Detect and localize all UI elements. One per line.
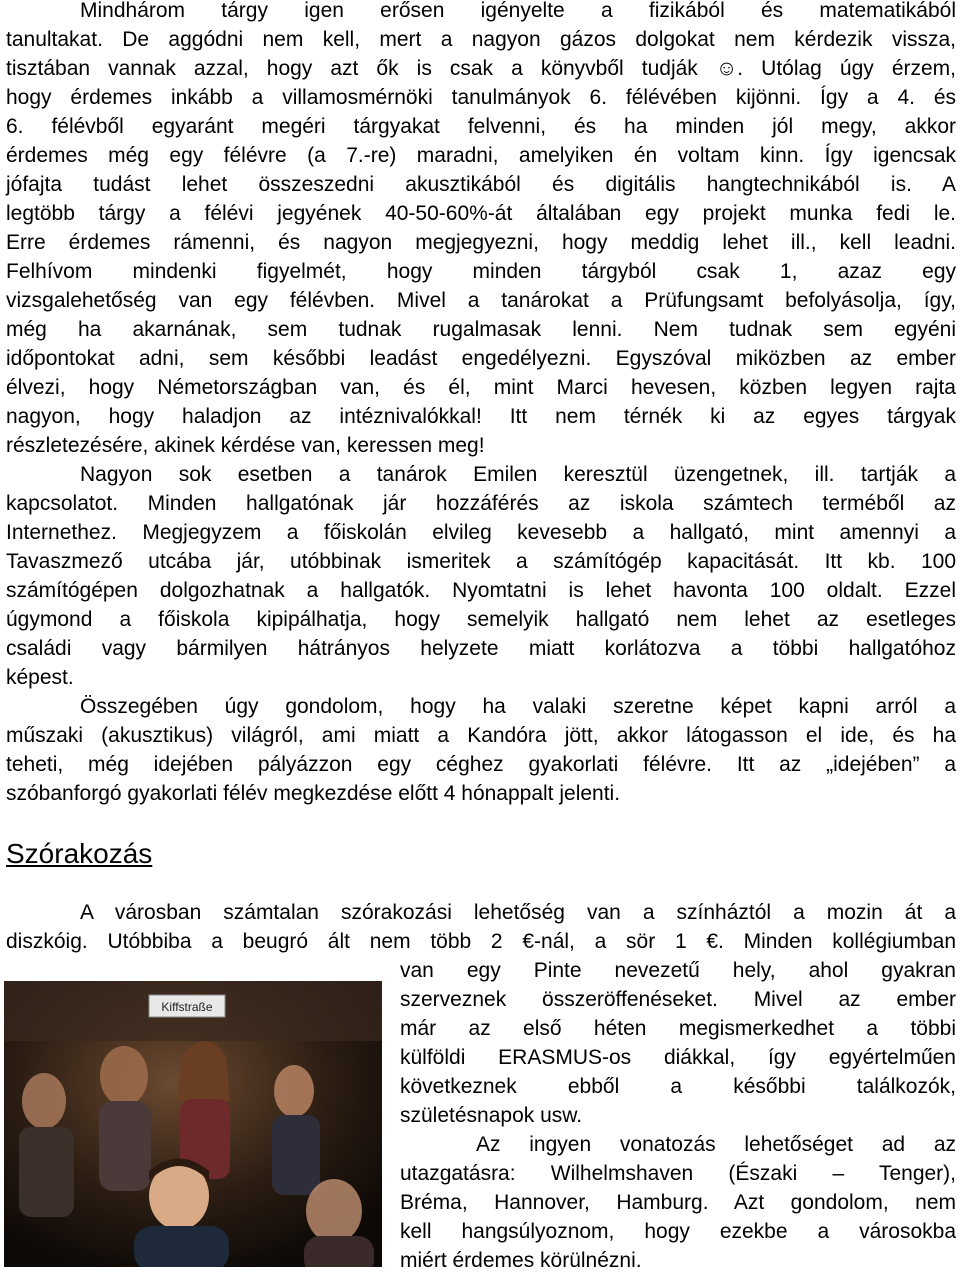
- text-line: Tavaszmező utcába jár, utóbbinak ismeritek a számítógép kapacitását. Itt kb. 100: [6, 550, 956, 573]
- text-line: nagyon, hogy haladjon az intéznivalókkal! Itt nem térnék ki az egyes tárgyak: [6, 405, 956, 428]
- text-line: hogy érdemes inkább a villamosmérnöki tanulmányok 6. félévében kijönni. Így a 4. és: [6, 86, 956, 109]
- text-line: következnek ebből a későbbi találkozók,: [400, 1075, 956, 1098]
- text-line: kell hangsúlyoznom, hogy ezekbe a városokba: [400, 1220, 956, 1243]
- text-line: A városban számtalan szórakozási lehetőség van a színháztól a mozin át a: [80, 901, 956, 924]
- text-line: részletezésére, akinek kérdése van, keressen meg!: [6, 434, 485, 457]
- text-line: szerveznek összeröffenéseket. Mivel az ember: [400, 988, 956, 1011]
- text-line: születésnapok usw.: [400, 1104, 583, 1127]
- text-line: családi vagy bármilyen hátrányos helyzete miatt korlátozva a többi hallgatóhoz: [6, 637, 956, 660]
- party-photo: [4, 981, 382, 1267]
- text-line: képest.: [6, 666, 74, 689]
- text-line: Internethez. Megjegyzem a főiskolán elvileg kevesebb a hallgató, mint amennyi a: [6, 521, 956, 544]
- text-line: legtöbb tárgy a félévi jegyének 40-50-60%-át általában egy projekt munka fedi le.: [6, 202, 956, 225]
- text-line: számítógépen dolgozhatnak a hallgatók. Nyomtatni is lehet havonta 100 oldalt. Ezzel: [6, 579, 956, 602]
- text-line: diszkóig. Utóbbiba a beugró ált nem több 2 €-nál, a sör 1 €. Minden kollégiumban: [6, 930, 956, 953]
- text-line: külföldi ERASMUS-os diákkal, így egyértelműen: [400, 1046, 956, 1069]
- text-line: úgymond a főiskola kipipálhatja, hogy semelyik hallgató nem lehet az esetleges: [6, 608, 956, 631]
- text-line: kapcsolatot. Minden hallgatónak jár hozzáférés az iskola számtech terméből az: [6, 492, 956, 515]
- text-line: Felhívom mindenki figyelmét, hogy minden tárgyból csak 1, azaz egy: [6, 260, 956, 283]
- text-line: Nagyon sok esetben a tanárok Emilen keresztül üzengetnek, ill. tartják a: [80, 463, 956, 486]
- text-line: vizsgalehetőség van egy félévben. Mivel a tanárokat a Prüfungsamt befolyásolja, így,: [6, 289, 956, 312]
- text-line: élvezi, hogy Németországban van, és él, mint Marci hevesen, közben legyen rajta: [6, 376, 956, 399]
- text-line: van egy Pinte nevezetű hely, ahol gyakran: [400, 959, 956, 982]
- text-line: műszaki (akusztikus) világról, ami miatt a Kandóra jött, akkor látogasson el ide, és ha: [6, 724, 956, 747]
- text-line: tanultakat. De aggódni nem kell, mert a nagyon gázos dolgokat nem kérdezik vissza,: [6, 28, 956, 51]
- section-heading: Szórakozás: [6, 838, 153, 869]
- text-line: 6. félévből egyaránt megéri tárgyakat felvenni, és ha minden jól megy, akkor: [6, 115, 956, 138]
- text-line: Mindhárom tárgy igen erősen igényelte a fizikából és matematikából: [80, 0, 956, 22]
- text-line: tisztában vannak azzal, hogy azt ők is csak a könyvből tudják ☺. Utólag úgy érzem,: [6, 57, 956, 80]
- street-sign: Kiffstraße: [161, 1000, 213, 1014]
- text-line: Erre érdemes rámenni, és nagyon megjegyezni, hogy meddig lehet ill., kell leadni.: [6, 231, 956, 254]
- text-line: miért érdemes körülnézni.: [400, 1249, 642, 1272]
- text-line: Bréma, Hannover, Hamburg. Azt gondolom, nem: [400, 1191, 956, 1214]
- text-line: teheti, még idejében pályázzon egy céghez gyakorlati félévre. Itt az „idejében” a: [6, 753, 956, 776]
- text-line: Összegében úgy gondolom, hogy ha valaki szeretne képet kapni arról a: [80, 695, 956, 718]
- text-line: utazgatásra: Wilhelmshaven (Északi – Tenger),: [400, 1162, 956, 1185]
- text-line: szóbanforgó gyakorlati félév megkezdése előtt 4 hónappalt jelenti.: [6, 782, 621, 805]
- text-line: érdemes még egy félévre (a 7.-re) maradni, amelyiken én voltam kinn. Így igencsak: [6, 144, 956, 167]
- text-line: Az ingyen vonatozás lehetőséget ad az: [476, 1133, 956, 1156]
- text-line: már az első héten megismerkedhet a többi: [400, 1017, 956, 1040]
- text-line: még ha akarnának, sem tudnak rugalmasak lenni. Nem tudnak sem egyéni: [6, 318, 956, 341]
- text-line: jófajta tudást lehet összeszedni akusztikából és digitális hangtechnikából is. A: [6, 173, 956, 196]
- text-line: időpontokat adni, sem későbbi leadást engedélyezni. Egyszóval miközben az ember: [6, 347, 956, 370]
